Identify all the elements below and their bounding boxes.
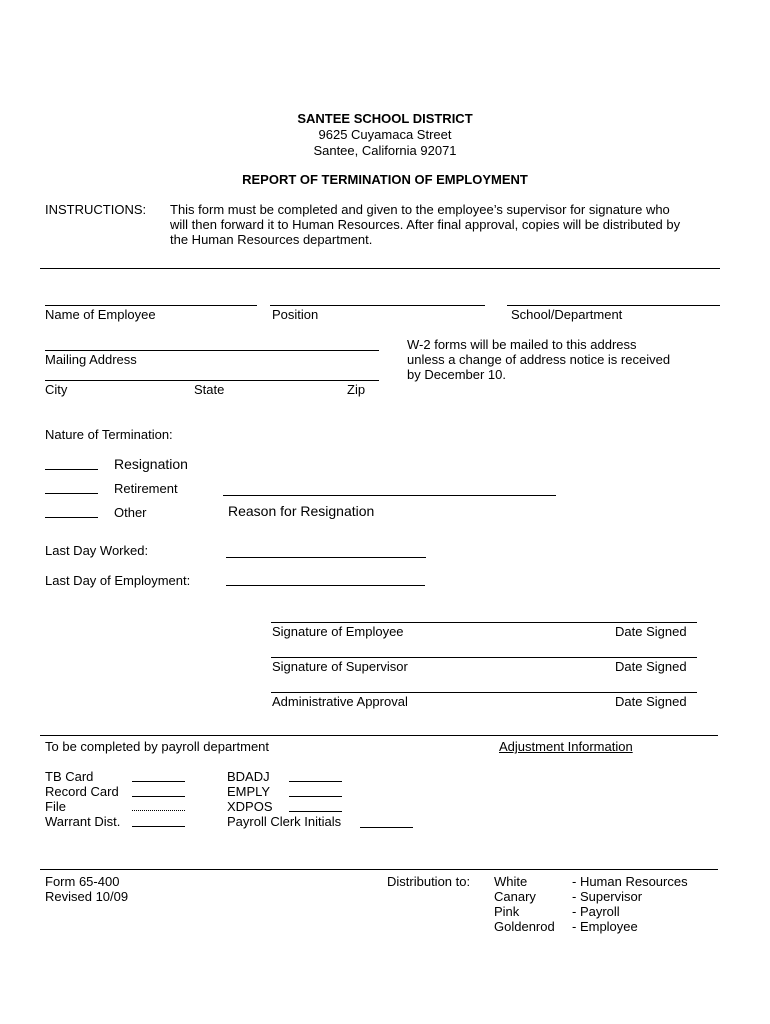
city-field[interactable]: [45, 380, 379, 381]
w2-note-line-3: by December 10.: [407, 367, 506, 382]
tb-card-field[interactable]: [132, 781, 185, 782]
position-label: Position: [272, 307, 319, 322]
admin-approval-field[interactable]: [271, 692, 697, 693]
record-card-field[interactable]: [132, 796, 185, 797]
form-revised: Revised 10/09: [45, 889, 129, 904]
state-label: State: [194, 382, 225, 397]
footer-divider: [40, 869, 718, 870]
district-name: SANTEE SCHOOL DISTRICT: [297, 111, 473, 126]
record-card-label: Record Card: [45, 784, 119, 799]
form-title: REPORT OF TERMINATION OF EMPLOYMENT: [242, 172, 528, 187]
copy-color: White: [494, 874, 528, 889]
retirement-checkbox[interactable]: [45, 493, 98, 494]
copy-destination: - Employee: [572, 919, 638, 934]
retirement-label: Retirement: [114, 481, 178, 496]
copy-color: Pink: [494, 904, 520, 919]
city-label: City: [45, 382, 68, 397]
file-field[interactable]: [132, 810, 185, 811]
admin-date-label: Date Signed: [615, 694, 687, 709]
resignation-label: Resignation: [114, 456, 188, 472]
zip-label: Zip: [347, 382, 366, 397]
employee-signature-label: Signature of Employee: [272, 624, 404, 639]
school-label: School/Department: [511, 307, 623, 322]
copy-destination: - Payroll: [572, 904, 620, 919]
copy-color: Canary: [494, 889, 536, 904]
adjustment-header: Adjustment Information: [499, 739, 633, 754]
tb-card-label: TB Card: [45, 769, 94, 784]
divider: [40, 268, 720, 269]
mailing-field[interactable]: [45, 350, 379, 351]
last-day-worked-label: Last Day Worked:: [45, 543, 149, 558]
copy-destination: - Human Resources: [572, 874, 688, 889]
termination-label: Nature of Termination:: [45, 427, 173, 442]
employee-date-label: Date Signed: [615, 624, 687, 639]
supervisor-date-label: Date Signed: [615, 659, 687, 674]
file-label: File: [45, 799, 66, 814]
warrant-label: Warrant Dist.: [45, 814, 121, 829]
xdpos-label: XDPOS: [227, 799, 273, 814]
resignation-checkbox[interactable]: [45, 469, 98, 470]
position-field[interactable]: [270, 305, 485, 306]
supervisor-signature-label: Signature of Supervisor: [272, 659, 408, 674]
reason-label: Reason for Resignation: [228, 503, 375, 519]
employee-signature-field[interactable]: [271, 622, 697, 623]
emply-label: EMPLY: [227, 784, 271, 799]
other-checkbox[interactable]: [45, 517, 98, 518]
last-day-employment-label: Last Day of Employment:: [45, 573, 191, 588]
instructions-line-1: This form must be completed and given to the employee’s supervisor for signature who: [170, 202, 670, 217]
copy-destination: - Supervisor: [572, 889, 643, 904]
warrant-field[interactable]: [132, 826, 185, 827]
school-field[interactable]: [507, 305, 720, 306]
other-label: Other: [114, 505, 147, 520]
instructions-line-3: the Human Resources department.: [170, 232, 373, 247]
name-label: Name of Employee: [45, 307, 156, 322]
bdadj-label: BDADJ: [227, 769, 270, 784]
clerk-initials-label: Payroll Clerk Initials: [227, 814, 342, 829]
copy-color: Goldenrod: [494, 919, 555, 934]
xdpos-field[interactable]: [289, 811, 342, 812]
mailing-label: Mailing Address: [45, 352, 137, 367]
supervisor-signature-field[interactable]: [271, 657, 697, 658]
clerk-initials-field[interactable]: [360, 827, 413, 828]
bdadj-field[interactable]: [289, 781, 342, 782]
distribution-label: Distribution to:: [387, 874, 471, 889]
payroll-divider: [40, 735, 718, 736]
payroll-header: To be completed by payroll department: [45, 739, 270, 754]
district-street: 9625 Cuyamaca Street: [318, 127, 452, 142]
admin-approval-label: Administrative Approval: [272, 694, 408, 709]
last-day-worked-field[interactable]: [226, 557, 426, 558]
w2-note-line-2: unless a change of address notice is received: [407, 352, 671, 367]
instructions-label: INSTRUCTIONS:: [45, 202, 147, 217]
last-day-employment-field[interactable]: [226, 585, 425, 586]
w2-note-line-1: W-2 forms will be mailed to this address: [407, 337, 637, 352]
emply-field[interactable]: [289, 796, 342, 797]
name-field[interactable]: [45, 305, 257, 306]
form-number: Form 65-400: [45, 874, 120, 889]
district-city: Santee, California 92071: [313, 143, 457, 158]
instructions-line-2: will then forward it to Human Resources. After final approval, copies will be distributed by: [170, 217, 681, 232]
reason-field[interactable]: [223, 495, 556, 496]
